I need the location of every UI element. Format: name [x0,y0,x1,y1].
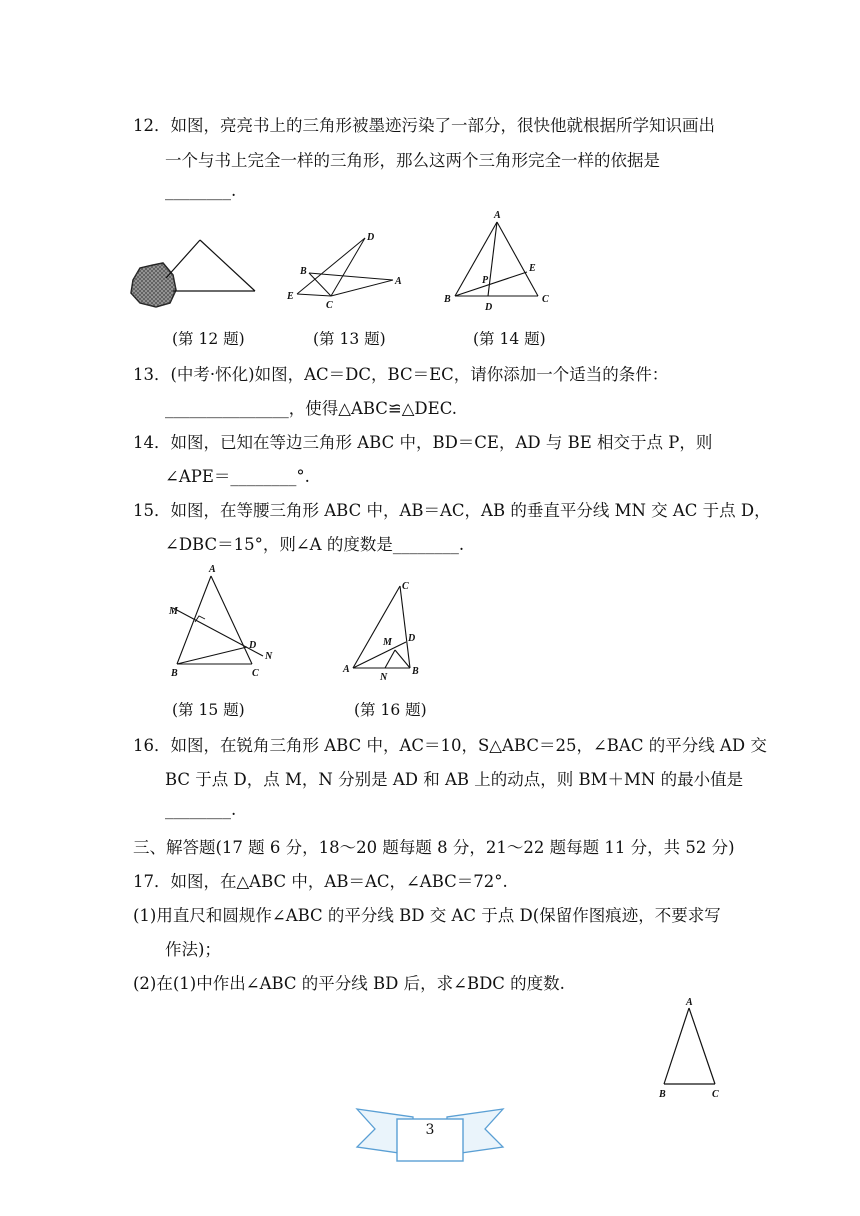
caption-q13: (第 13 题) [313,330,386,348]
label-m: M [383,637,392,648]
caption-q16: (第 16 题) [354,701,427,719]
page-number: 3 [425,1122,435,1138]
label-n: N [265,651,273,662]
section-heading: 三、解答题(17 题 6 分，18～20 题每题 8 分，21～22 题每题 11 分，共 52 分) [133,838,735,857]
label-b: B [171,668,178,679]
q14-line1: 14．如图，已知在等边三角形 ABC 中，BD＝CE，AD 与 BE 相交于点 P，则 [133,433,713,452]
q16-line3: ________. [165,800,237,819]
q12-line2: 一个与书上完全一样的三角形，那么这两个三角形完全一样的依据是 [165,151,660,170]
label-c: C [252,668,259,679]
label-c: C [326,300,333,311]
label-a: A [395,276,402,287]
figure-13 [285,228,410,313]
label-b: B [444,294,451,305]
q15-line1: 15．如图，在等腰三角形 ABC 中，AB＝AC，AB 的垂直平分线 MN 交 AC 于点 D， [133,501,771,520]
label-d: D [485,302,493,313]
figure-14 [440,210,555,312]
q14-line2: ∠APE＝________°. [165,467,310,486]
caption-q15: (第 15 题) [172,701,245,719]
q13-line2: _______________，使得△ABC≌△DEC. [165,399,457,418]
label-p: P [482,275,489,286]
caption-q12: (第 12 题) [172,330,245,348]
q16-line1: 16．如图，在锐角三角形 ABC 中，AC＝10，S△ABC＝25，∠BAC 的平分线 AD 交 [133,736,767,755]
label-m: M [169,606,178,617]
label-a: A [343,664,350,675]
label-b: B [300,266,307,277]
q17-line2: (1)用直尺和圆规作∠ABC 的平分线 BD 交 AC 于点 D(保留作图痕迹，不要求写 [133,906,721,925]
label-n: N [380,672,388,683]
label-e: E [529,263,536,274]
label-d: D [249,640,257,651]
q17-line1: 17．如图，在△ABC 中，AB＝AC，∠ABC＝72°. [133,872,508,891]
figure-15 [165,562,280,682]
label-b: B [412,666,419,677]
figure-12 [128,235,258,307]
label-d: D [408,633,416,644]
q15-line2: ∠DBC＝15°，则∠A 的度数是________. [165,535,465,554]
caption-q14: (第 14 题) [473,330,546,348]
figure-16 [340,578,430,683]
q17-line4: (2)在(1)中作出∠ABC 的平分线 BD 后，求∠BDC 的度数. [133,974,565,993]
label-a: A [686,997,693,1008]
q13-line1: 13．(中考·怀化)如图，AC＝DC，BC＝EC，请你添加一个适当的条件： [133,365,669,384]
label-a: A [494,210,501,221]
label-e: E [287,291,294,302]
label-a: A [209,564,216,575]
q12-line1: 12．如图，亮亮书上的三角形被墨迹污染了一部分，很快他就根据所学知识画出 [133,116,715,135]
label-d: D [367,232,375,243]
q16-line2: BC 于点 D，点 M，N 分别是 AD 和 AB 上的动点，则 BM＋MN 的最小值是 [165,770,744,789]
label-c: C [402,581,409,592]
label-c: C [542,294,549,305]
q12-line3: ________. [165,181,237,200]
q17-line3: 作法)； [165,940,221,959]
figure-17 [655,996,730,1102]
label-b: B [659,1089,666,1100]
label-c: C [712,1089,719,1100]
